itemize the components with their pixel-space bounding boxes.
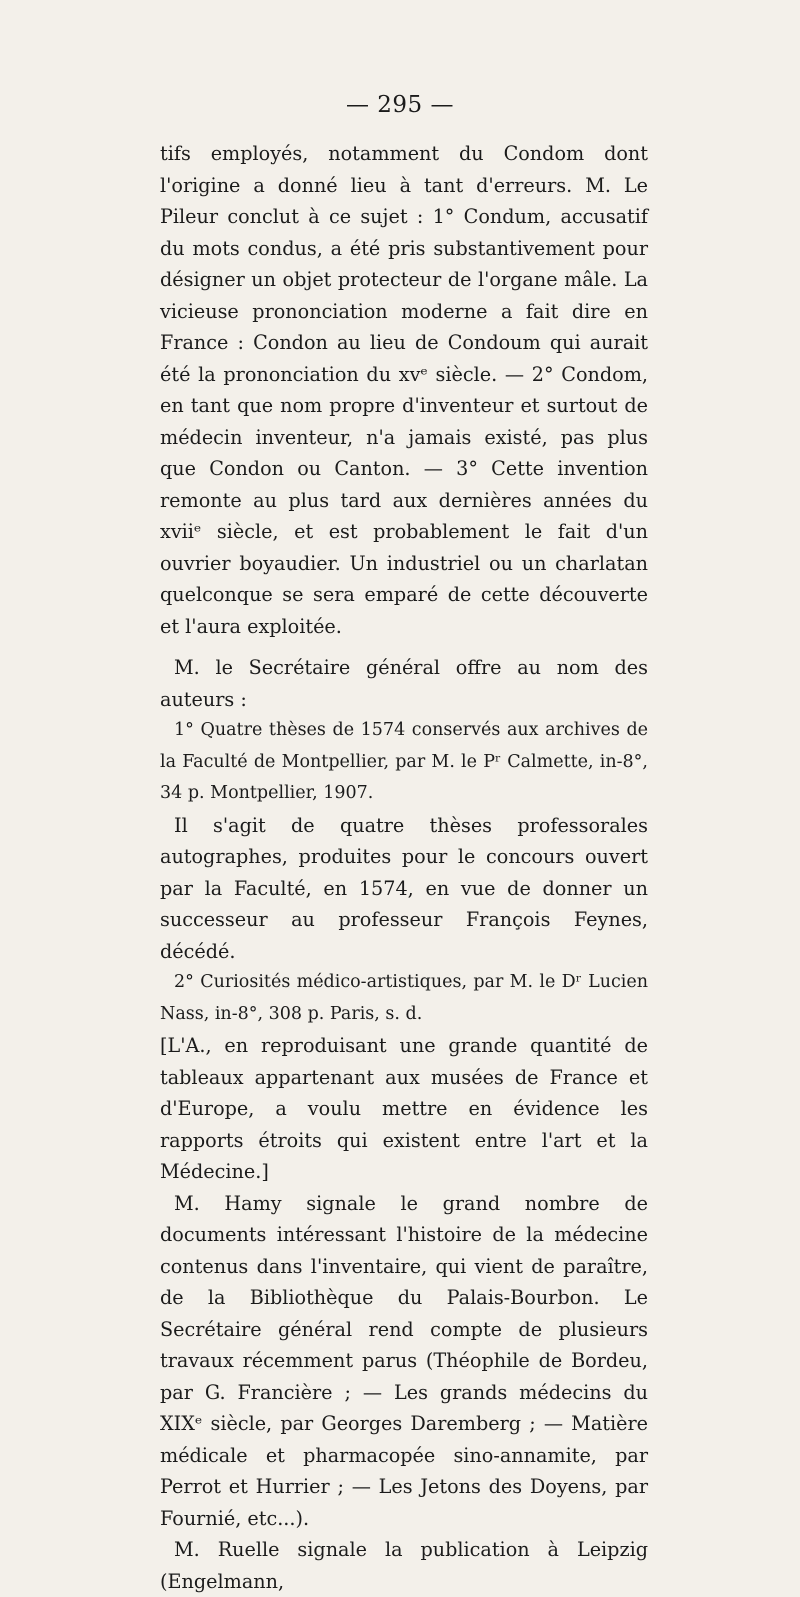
paragraph-curiosites-description: [L'A., en reproduisant une grande quantité de tableaux appartenant aux musées de France et d'Europe, a voulu mettre en évidence les rapports étroits qui existent entre l'art et la Médecine.] bbox=[160, 1034, 648, 1183]
page-body bbox=[160, 138, 648, 1597]
paragraph-ruelle-signale: M. Ruelle signale la publication à Leipzig (Engelmann, bbox=[160, 1538, 648, 1593]
paragraph-secretaire-general: M. le Secrétaire général offre au nom des auteurs : bbox=[160, 656, 648, 711]
page-number: — 295 — bbox=[345, 92, 455, 118]
paragraph-theses-description: Il s'agit de quatre thèses professorales autographes, produites pour le concours ouvert par la Faculté, en 1574, en vue de donner un successeur au professeur François Feynes, décédé. bbox=[160, 813, 648, 963]
paragraph-item-quatre-theses: 1° Quatre thèses de 1574 conservés aux archives de la Faculté de Montpellier, par M. le Pʳ Calmette, in-8°, 34 p. Montpellier, 1907. bbox=[160, 720, 648, 803]
paragraph-hamy-signale: M. Hamy signale le grand nombre de documents intéressant l'histoire de la médecine contenus dans l'inventaire, qui vient de paraître, de la Bibliothèque du Palais-Bourbon. Le Secrétaire général rend compte de plusieurs travaux récemment parus (Théophile de Bordeu, par G. Francière ; — Les grands médecins du XIXᵉ siècle, par Georges Daremberg ; — Matière médicale et pharmacopée sino-annamite, par Perrot et Hurrier ; — Les Jetons des Doyens, par Fournié, etc...). bbox=[160, 1191, 648, 1530]
paragraph-item-curiosites: 2° Curiosités médico-artistiques, par M. le Dʳ Lucien Nass, in-8°, 308 p. Paris, s. d. bbox=[160, 972, 648, 1024]
paragraph-le-pileur-condom: tifs employés, notamment du Condom dont l'origine a donné lieu à tant d'erreurs. M. Le Pileur conclut à ce sujet : 1° Condum, accusatif du mots condus, a été pris substantivement pour désigner un objet protecteur de l'organe mâle. La vicieuse prononciation moderne a fait dire en France : Condon au lieu de Condoum qui aurait été la prononciation du xvᵉ siècle. — 2° Condom, en tant que nom propre d'inventeur et surtout de médecin inventeur, n'a jamais existé, pas plus que Condon ou Canton. — 3° Cette invention remonte au plus tard aux dernières années du xviiᵉ siècle, et est probablement le fait d'un ouvrier boyaudier. Un industriel ou un charlatan quelconque se sera emparé de cette découverte et l'aura exploitée. bbox=[160, 142, 648, 638]
